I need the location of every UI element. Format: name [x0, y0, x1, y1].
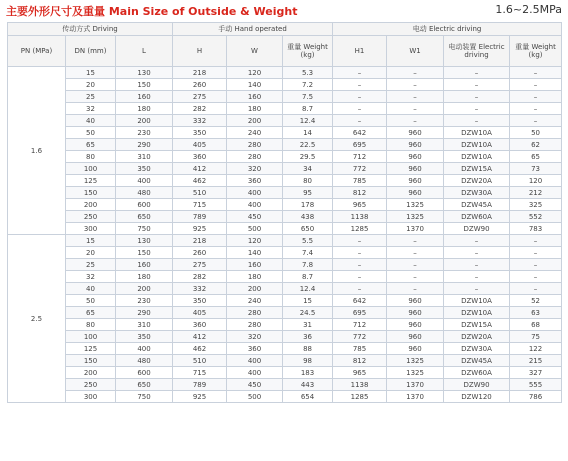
table-cell: –: [333, 235, 387, 247]
table-row: [8, 355, 562, 367]
table-cell: 29.5: [283, 151, 333, 163]
table-cell: 960: [387, 343, 444, 355]
table-cell: 14: [283, 127, 333, 139]
table-row: [8, 259, 562, 271]
table-cell: 789: [173, 211, 227, 223]
table-cell: 20: [66, 79, 116, 91]
table-cell: 600: [116, 199, 173, 211]
table-cell: 80: [66, 151, 116, 163]
table-cell: 5.3: [283, 67, 333, 79]
table-cell: 282: [173, 103, 227, 115]
table-cell: 180: [116, 271, 173, 283]
table-row: [8, 127, 562, 139]
group-driving: 传动方式 Driving: [8, 23, 173, 36]
table-cell: DZW45A: [444, 199, 510, 211]
table-cell: 960: [387, 127, 444, 139]
table-cell: 350: [116, 331, 173, 343]
table-cell: –: [510, 247, 562, 259]
table-cell: 400: [227, 187, 283, 199]
table-cell: 443: [283, 379, 333, 391]
table-cell: 290: [116, 307, 173, 319]
table-row: [8, 79, 562, 91]
table-cell: DZW10A: [444, 127, 510, 139]
table-cell: 275: [173, 259, 227, 271]
table-cell: 327: [510, 367, 562, 379]
table-cell: 100: [66, 163, 116, 175]
table-cell: 510: [173, 355, 227, 367]
table-cell: 7.8: [283, 259, 333, 271]
table-cell: 785: [333, 343, 387, 355]
table-cell: 150: [66, 355, 116, 367]
table-cell: 412: [173, 163, 227, 175]
table-cell: 1138: [333, 211, 387, 223]
table-cell: 68: [510, 319, 562, 331]
table-cell: 240: [227, 127, 283, 139]
table-cell: 500: [227, 223, 283, 235]
table-cell: 772: [333, 331, 387, 343]
table-cell: 310: [116, 151, 173, 163]
table-cell: 150: [116, 79, 173, 91]
table-row: [8, 187, 562, 199]
table-cell: 282: [173, 271, 227, 283]
table-cell: 1138: [333, 379, 387, 391]
table-cell: 642: [333, 295, 387, 307]
table-cell: 290: [116, 139, 173, 151]
table-cell: 925: [173, 391, 227, 403]
table-cell: 400: [116, 343, 173, 355]
table-cell: 789: [173, 379, 227, 391]
table-cell: 22.5: [283, 139, 333, 151]
table-cell: 50: [66, 127, 116, 139]
table-cell: DZW20A: [444, 331, 510, 343]
table-cell: 98: [283, 355, 333, 367]
table-row: [8, 91, 562, 103]
table-cell: 650: [283, 223, 333, 235]
table-cell: 712: [333, 319, 387, 331]
table-cell: 120: [227, 235, 283, 247]
table-cell: 412: [173, 331, 227, 343]
table-cell: 260: [173, 79, 227, 91]
table-cell: 8.7: [283, 103, 333, 115]
table-cell: 36: [283, 331, 333, 343]
table-cell: 88: [283, 343, 333, 355]
col-pn: PN (MPa): [8, 36, 66, 67]
table-cell: –: [333, 91, 387, 103]
table-cell: DZW30A: [444, 343, 510, 355]
table-cell: 24.5: [283, 307, 333, 319]
table-cell: 462: [173, 175, 227, 187]
table-cell: 965: [333, 367, 387, 379]
table-cell: DZW60A: [444, 367, 510, 379]
table-cell: 405: [173, 139, 227, 151]
table-cell: 80: [283, 175, 333, 187]
table-cell: DZW15A: [444, 163, 510, 175]
table-cell: 40: [66, 283, 116, 295]
table-cell: –: [333, 259, 387, 271]
table-cell: 785: [333, 175, 387, 187]
table-cell: 280: [227, 151, 283, 163]
table-cell: 20: [66, 247, 116, 259]
table-cell: 350: [173, 127, 227, 139]
table-cell: 62: [510, 139, 562, 151]
table-cell: 650: [116, 211, 173, 223]
table-row: [8, 103, 562, 115]
table-cell: –: [333, 79, 387, 91]
table-cell: 400: [227, 199, 283, 211]
table-cell: 960: [387, 151, 444, 163]
col-dn: DN (mm): [66, 36, 116, 67]
table-cell: 75: [510, 331, 562, 343]
table-cell: –: [510, 235, 562, 247]
table-cell: 230: [116, 127, 173, 139]
table-cell: 160: [227, 259, 283, 271]
table-cell: 280: [227, 139, 283, 151]
table-cell: 1370: [387, 223, 444, 235]
table-cell: 965: [333, 199, 387, 211]
table-cell: 960: [387, 331, 444, 343]
table-cell: 1370: [387, 391, 444, 403]
table-cell: DZW90: [444, 379, 510, 391]
table-cell: –: [444, 271, 510, 283]
table-cell: DZW10A: [444, 307, 510, 319]
table-cell: 1325: [387, 355, 444, 367]
table-cell: –: [510, 115, 562, 127]
table-cell: 7.4: [283, 247, 333, 259]
table-cell: 32: [66, 271, 116, 283]
table-cell: 280: [227, 307, 283, 319]
table-cell: 125: [66, 343, 116, 355]
page-title: 主要外形尺寸及重量 Main Size of Outside & Weight: [6, 5, 298, 18]
spec-table-body: [8, 67, 562, 403]
table-cell: 122: [510, 343, 562, 355]
table-cell: 120: [510, 175, 562, 187]
table-cell: 462: [173, 343, 227, 355]
table-cell: 360: [227, 343, 283, 355]
table-cell: 160: [116, 259, 173, 271]
table-cell: –: [333, 115, 387, 127]
table-cell: –: [510, 79, 562, 91]
table-cell: –: [333, 103, 387, 115]
table-cell: 772: [333, 163, 387, 175]
table-cell: DZW120: [444, 391, 510, 403]
table-cell: –: [387, 103, 444, 115]
table-cell: –: [333, 283, 387, 295]
table-cell: 215: [510, 355, 562, 367]
table-cell: 200: [116, 283, 173, 295]
table-row: [8, 139, 562, 151]
col-weight-hand: 重量 Weight (kg): [283, 36, 333, 67]
table-cell: 120: [227, 67, 283, 79]
table-cell: 695: [333, 307, 387, 319]
table-cell: 95: [283, 187, 333, 199]
table-cell: 200: [66, 367, 116, 379]
table-cell: DZW30A: [444, 187, 510, 199]
table-cell: 1285: [333, 223, 387, 235]
table-cell: 712: [333, 151, 387, 163]
table-cell: 32: [66, 103, 116, 115]
col-l: L: [116, 36, 173, 67]
table-cell: 320: [227, 331, 283, 343]
table-cell: –: [387, 115, 444, 127]
table-cell: 218: [173, 235, 227, 247]
table-cell: 125: [66, 175, 116, 187]
table-cell: 438: [283, 211, 333, 223]
table-cell: 260: [173, 247, 227, 259]
table-cell: –: [444, 103, 510, 115]
table-cell: –: [444, 259, 510, 271]
table-cell: 642: [333, 127, 387, 139]
table-cell: –: [510, 283, 562, 295]
table-cell: 925: [173, 223, 227, 235]
table-cell: –: [444, 115, 510, 127]
col-w1: W1: [387, 36, 444, 67]
table-cell: 31: [283, 319, 333, 331]
table-cell: 960: [387, 307, 444, 319]
table-row: [8, 175, 562, 187]
table-cell: 65: [66, 307, 116, 319]
table-cell: DZW60A: [444, 211, 510, 223]
table-cell: 812: [333, 187, 387, 199]
table-cell: 450: [227, 379, 283, 391]
table-cell: 12.4: [283, 283, 333, 295]
table-cell: 960: [387, 139, 444, 151]
table-cell: 230: [116, 295, 173, 307]
table-cell: 654: [283, 391, 333, 403]
table-cell: 15: [66, 67, 116, 79]
table-cell: DZW10A: [444, 139, 510, 151]
table-cell: 480: [116, 355, 173, 367]
table-cell: DZW90: [444, 223, 510, 235]
col-h: H: [173, 36, 227, 67]
table-cell: 960: [387, 319, 444, 331]
table-cell: 960: [387, 175, 444, 187]
table-cell: 140: [227, 79, 283, 91]
table-cell: DZW15A: [444, 319, 510, 331]
table-cell: –: [444, 283, 510, 295]
table-cell: 400: [227, 367, 283, 379]
table-cell: DZW45A: [444, 355, 510, 367]
table-cell: 360: [173, 319, 227, 331]
group-hand-operated: 手动 Hand operated: [173, 23, 333, 36]
table-cell: 150: [66, 187, 116, 199]
table-cell: –: [510, 259, 562, 271]
table-cell: 240: [227, 295, 283, 307]
table-cell: –: [333, 247, 387, 259]
table-cell: 750: [116, 223, 173, 235]
table-cell: 360: [173, 151, 227, 163]
table-cell: –: [387, 235, 444, 247]
table-cell: –: [387, 283, 444, 295]
table-cell: 555: [510, 379, 562, 391]
spec-table: [7, 22, 562, 403]
table-cell: 650: [116, 379, 173, 391]
table-cell: 320: [227, 163, 283, 175]
table-row: [8, 271, 562, 283]
table-cell: 180: [227, 103, 283, 115]
table-cell: 250: [66, 211, 116, 223]
table-row: [8, 151, 562, 163]
table-cell: 405: [173, 307, 227, 319]
table-cell: 1285: [333, 391, 387, 403]
pn-cell: 2.5: [8, 235, 66, 403]
table-cell: 7.2: [283, 79, 333, 91]
table-cell: 130: [116, 235, 173, 247]
table-cell: 12.4: [283, 115, 333, 127]
table-row: [8, 379, 562, 391]
table-cell: 178: [283, 199, 333, 211]
table-row: [8, 67, 562, 79]
table-cell: 332: [173, 283, 227, 295]
col-h1: H1: [333, 36, 387, 67]
table-cell: 310: [116, 319, 173, 331]
table-cell: 325: [510, 199, 562, 211]
table-cell: –: [444, 91, 510, 103]
table-cell: –: [387, 247, 444, 259]
table-cell: 360: [227, 175, 283, 187]
table-cell: 1325: [387, 211, 444, 223]
table-cell: 50: [510, 127, 562, 139]
table-cell: 552: [510, 211, 562, 223]
col-weight-electric: 重量 Weight (kg): [510, 36, 562, 67]
table-cell: 40: [66, 115, 116, 127]
table-cell: 200: [227, 283, 283, 295]
table-cell: DZW10A: [444, 151, 510, 163]
table-cell: 5.5: [283, 235, 333, 247]
table-row: [8, 319, 562, 331]
table-cell: 80: [66, 319, 116, 331]
table-cell: DZW10A: [444, 295, 510, 307]
table-cell: –: [444, 79, 510, 91]
table-row: [8, 223, 562, 235]
table-cell: 695: [333, 139, 387, 151]
group-electric-driving: 电动 Electric driving: [333, 23, 562, 36]
table-cell: 715: [173, 367, 227, 379]
table-cell: –: [444, 67, 510, 79]
table-cell: 400: [227, 355, 283, 367]
table-cell: 200: [66, 199, 116, 211]
table-cell: 212: [510, 187, 562, 199]
table-cell: 50: [66, 295, 116, 307]
table-cell: 15: [66, 235, 116, 247]
table-row: [8, 391, 562, 403]
table-cell: 960: [387, 187, 444, 199]
table-cell: 160: [116, 91, 173, 103]
pressure-range: 1.6~2.5MPa: [495, 3, 562, 16]
table-cell: –: [510, 103, 562, 115]
table-cell: –: [387, 91, 444, 103]
table-row: [8, 283, 562, 295]
table-cell: 7.5: [283, 91, 333, 103]
pn-cell: 1.6: [8, 67, 66, 235]
table-cell: 200: [227, 115, 283, 127]
table-row: [8, 163, 562, 175]
table-cell: 786: [510, 391, 562, 403]
table-cell: 300: [66, 223, 116, 235]
table-row: [8, 211, 562, 223]
table-cell: 73: [510, 163, 562, 175]
table-cell: 160: [227, 91, 283, 103]
table-cell: 180: [116, 103, 173, 115]
table-cell: –: [333, 271, 387, 283]
table-cell: 450: [227, 211, 283, 223]
table-cell: 750: [116, 391, 173, 403]
table-cell: 300: [66, 391, 116, 403]
table-cell: 52: [510, 295, 562, 307]
table-cell: 1325: [387, 199, 444, 211]
table-cell: 25: [66, 91, 116, 103]
table-cell: –: [333, 67, 387, 79]
table-cell: –: [510, 271, 562, 283]
table-cell: 960: [387, 295, 444, 307]
table-cell: 1370: [387, 379, 444, 391]
table-row: [8, 247, 562, 259]
table-cell: 180: [227, 271, 283, 283]
table-cell: 715: [173, 199, 227, 211]
table-cell: 960: [387, 163, 444, 175]
table-cell: 150: [116, 247, 173, 259]
table-row: [8, 343, 562, 355]
table-cell: 130: [116, 67, 173, 79]
col-w: W: [227, 36, 283, 67]
table-cell: 350: [116, 163, 173, 175]
table-cell: 183: [283, 367, 333, 379]
table-cell: 8.7: [283, 271, 333, 283]
table-cell: –: [510, 67, 562, 79]
table-cell: –: [387, 67, 444, 79]
table-cell: 400: [116, 175, 173, 187]
table-cell: 63: [510, 307, 562, 319]
table-cell: 250: [66, 379, 116, 391]
table-cell: 34: [283, 163, 333, 175]
table-cell: 812: [333, 355, 387, 367]
table-cell: DZW20A: [444, 175, 510, 187]
table-cell: 510: [173, 187, 227, 199]
table-cell: 100: [66, 331, 116, 343]
table-cell: 350: [173, 295, 227, 307]
table-cell: 200: [116, 115, 173, 127]
table-row: [8, 307, 562, 319]
table-cell: 218: [173, 67, 227, 79]
table-cell: 783: [510, 223, 562, 235]
table-row: [8, 331, 562, 343]
col-electric-device: 电动装置 Electric driving: [444, 36, 510, 67]
table-cell: –: [444, 247, 510, 259]
table-row: [8, 199, 562, 211]
table-cell: –: [387, 259, 444, 271]
table-cell: –: [444, 235, 510, 247]
table-row: [8, 295, 562, 307]
table-cell: –: [387, 79, 444, 91]
table-cell: 275: [173, 91, 227, 103]
table-row: [8, 235, 562, 247]
table-cell: 65: [66, 139, 116, 151]
table-cell: –: [510, 91, 562, 103]
table-cell: 480: [116, 187, 173, 199]
table-row: [8, 115, 562, 127]
table-cell: –: [387, 271, 444, 283]
table-cell: 65: [510, 151, 562, 163]
table-cell: 600: [116, 367, 173, 379]
table-row: [8, 367, 562, 379]
table-cell: 280: [227, 319, 283, 331]
table-cell: 25: [66, 259, 116, 271]
table-cell: 1325: [387, 367, 444, 379]
table-cell: 140: [227, 247, 283, 259]
table-cell: 500: [227, 391, 283, 403]
table-cell: 332: [173, 115, 227, 127]
table-cell: 15: [283, 295, 333, 307]
